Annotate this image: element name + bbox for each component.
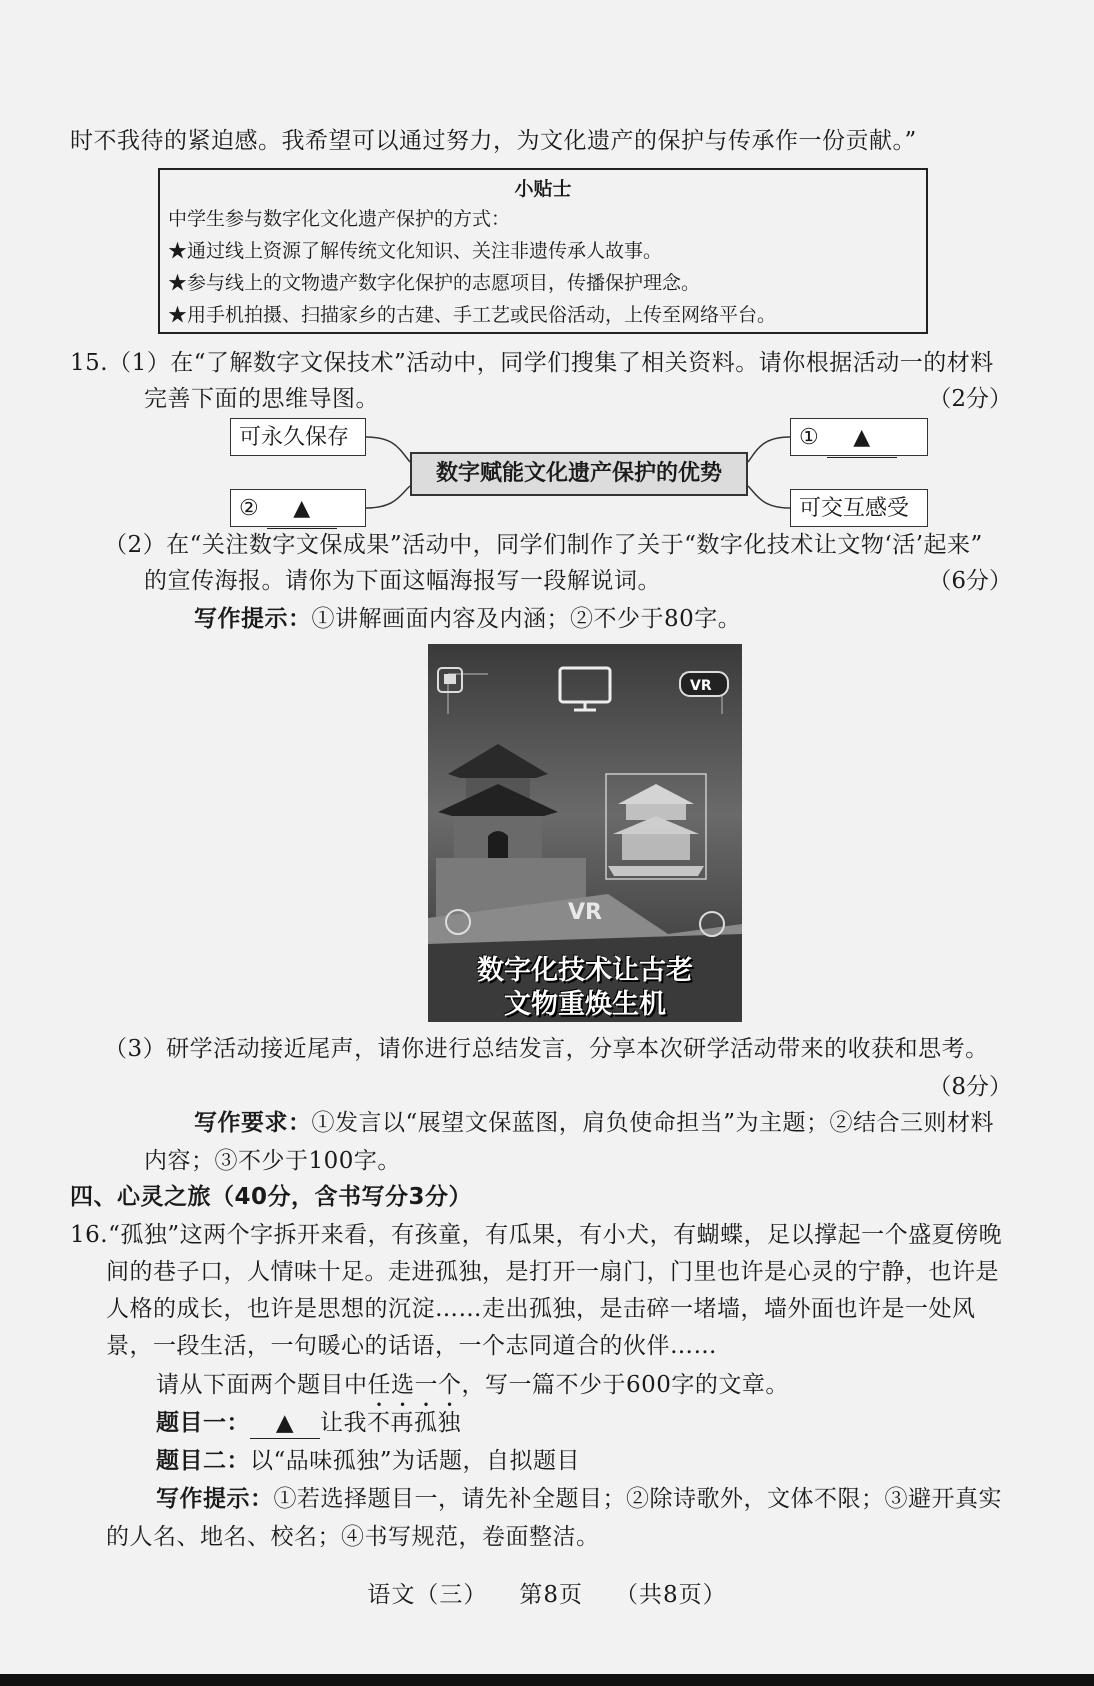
q16-line4: 景，一段生活，一句暖心的话语，一个志同道合的伙伴……: [106, 1333, 717, 1359]
tips-item: ★参与线上的文物遗产数字化保护的志愿项目，传播保护理念。: [168, 272, 701, 294]
hint-text: ①若选择题目一，请先补全题目；②除诗歌外，文体不限；③避开真实: [273, 1486, 1002, 1512]
scan-edge: [0, 1674, 1094, 1686]
mindmap-num: ①: [799, 425, 819, 450]
hint-label: 写作提示：: [156, 1486, 274, 1512]
q15-p1-line1: 15.（1）在“了解数字文保技术”活动中，同学们搜集了相关资料。请你根据活动一的材料: [70, 350, 994, 376]
mindmap-node-top-left: 可永久保存: [230, 418, 366, 456]
q16-line3: 人格的成长，也许是思想的沉淀……走出孤独，是击碎一堵墙，墙外面也许是一处风: [106, 1296, 976, 1322]
q15-p2-hint: [194, 604, 741, 634]
topic1: [156, 1408, 461, 1439]
q15-p2-score: （6分）: [928, 568, 1012, 594]
q16-hint-line1: [156, 1484, 1002, 1514]
poster-title-line1: 数字化技术让古老: [477, 955, 693, 986]
q16-line1: 16.“孤独”这两个字拆开来看，有孩童，有瓜果，有小犬，有蝴蝶，足以撑起一个盛夏傍晚: [70, 1222, 1003, 1248]
topic2: [156, 1446, 580, 1476]
q15-p2-line1: （2）在“关注数字文保成果”活动中，同学们制作了关于“数字化技术让文物‘活’起来”: [104, 532, 983, 558]
q15-p3-line1: （3）研学活动接近尾声，请你进行总结发言，分享本次研学活动带来的收获和思考。: [104, 1036, 989, 1062]
topic2-label: 题目二：: [156, 1448, 250, 1474]
mindmap-node-bottom-right: 可交互感受: [790, 489, 928, 527]
topic1-text: 让我不再孤独: [320, 1410, 461, 1436]
mindmap-center: 数字赋能文化遗产保护的优势: [410, 452, 748, 496]
vr-center-label: VR: [568, 900, 602, 925]
vr-badge-label: VR: [690, 678, 712, 694]
monitor-icon: [560, 668, 610, 710]
q15-p3-req-line1: [194, 1108, 994, 1138]
req-text: ①发言以“展望文保蓝图，肩负使命担当”为主题；②结合三则材料: [311, 1110, 995, 1136]
footer-subject: 语文（三）: [367, 1582, 488, 1608]
topic2-text: 以“品味孤独”为话题，自拟题目: [250, 1448, 581, 1474]
instr-emphasis: 任选一个: [367, 1372, 462, 1398]
page-footer: [0, 1576, 1094, 1609]
q15-p3-req-line2: 内容；③不少于100字。: [144, 1148, 401, 1174]
q16-instruction: [156, 1370, 789, 1412]
tips-item: ★通过线上资源了解传统文化知识、关注非遗传承人故事。: [168, 240, 663, 262]
section4-heading: 四、心灵之旅（40分，含书写分3分）: [70, 1184, 473, 1210]
scan-icon: [438, 668, 462, 692]
q16-line2: 间的巷子口，人情味十足。走进孤独，是打开一扇门，门里也许是心灵的宁静，也许是: [106, 1259, 999, 1285]
q15-p2-line2: 的宣传海报。请你为下面这幅海报写一段解说词。: [144, 568, 661, 594]
mindmap-node-top-right: [790, 418, 928, 456]
q15-p1-line2: 完善下面的思维导图。: [144, 386, 379, 412]
tips-title: 小贴士: [514, 178, 572, 200]
tips-item: ★用手机拍摄、扫描家乡的古建、手工艺或民俗活动，上传至网络平台。: [168, 304, 777, 326]
hologram-building: [606, 774, 706, 879]
instr-text: ，写一篇不少于600字的文章。: [461, 1372, 789, 1398]
instr-text: 请从下面两个题目中: [156, 1372, 368, 1398]
q15-p3-score: （8分）: [928, 1074, 1012, 1100]
intro-line: 时不我待的紧迫感。我希望可以通过努力，为文化遗产的保护与传承作一份贡献。”: [70, 128, 917, 154]
footer-total: （共8页）: [615, 1582, 727, 1608]
topic1-label: 题目一：: [156, 1410, 250, 1436]
q16-hint-line2: 的人名、地名、校名；④书写规范，卷面整洁。: [106, 1524, 600, 1550]
q15-p1-score: （2分）: [928, 386, 1012, 412]
mindmap-node-bottom-left: [230, 489, 366, 527]
mindmap-blank: ▲: [827, 419, 897, 458]
req-label: 写作要求：: [194, 1110, 312, 1136]
mindmap-num: ②: [239, 496, 259, 521]
hint-text: ①讲解画面内容及内涵；②不少于80字。: [311, 606, 742, 632]
footer-page: 第8页: [519, 1582, 583, 1608]
mindmap-blank: ▲: [267, 490, 337, 529]
topic1-blank: ▲: [250, 1408, 320, 1439]
poster-title-line2: 文物重焕生机: [504, 989, 666, 1020]
tips-lead: 中学生参与数字化文化遗产保护的方式：: [168, 208, 511, 230]
hint-label: 写作提示：: [194, 606, 312, 632]
poster-image: [428, 644, 742, 1022]
